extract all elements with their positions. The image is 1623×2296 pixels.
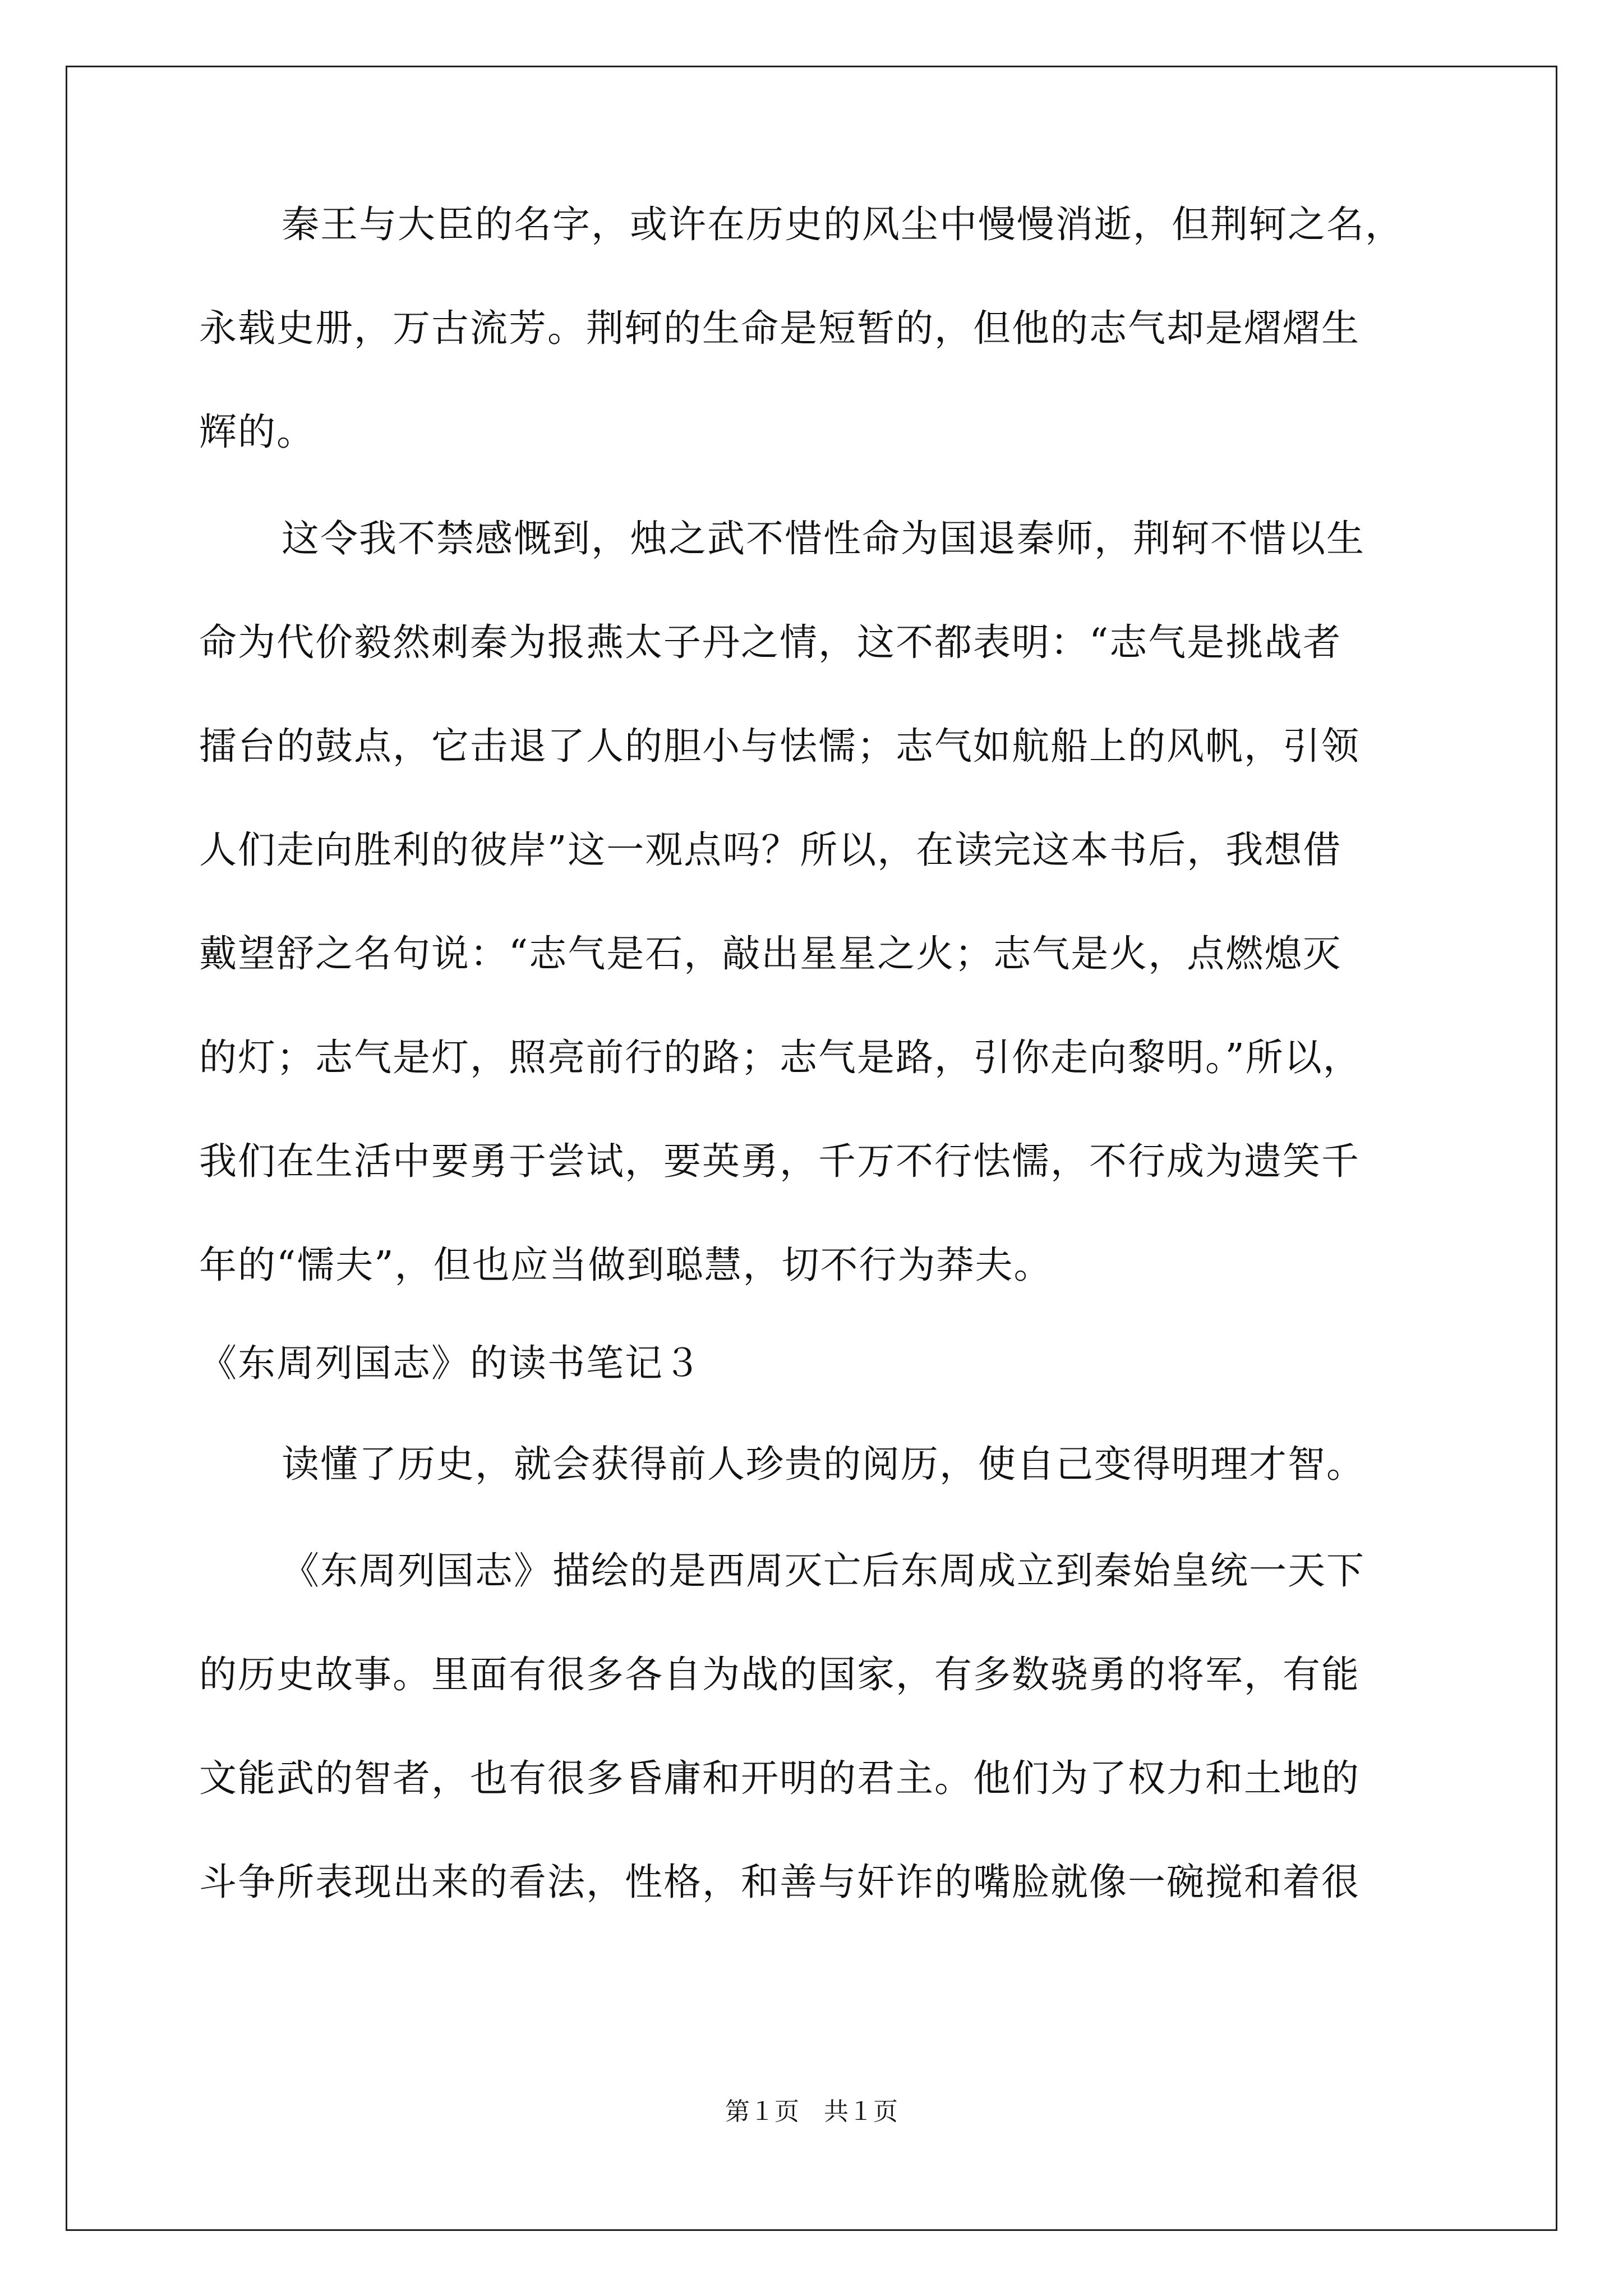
section-heading: 《东周列国志》的读书笔记３	[199, 1341, 702, 1385]
text-line: 文能武的智者，也有很多昏庸和开明的君主。他们为了权力和土地的	[199, 1756, 1360, 1800]
text-line: 戴望舒之名句说：“志气是石，敲出星星之火；志气是火，点燃熄灭	[199, 932, 1342, 976]
text-line: 《东周列国志》描绘的是西周灭亡后东周成立到秦始皇统一天下	[282, 1549, 1365, 1593]
text-line: 辉的。	[199, 410, 315, 454]
text-line: 命为代价毅然刺秦为报燕太子丹之情，这不都表明：“志气是挑战者	[199, 620, 1342, 664]
text-line: 的历史故事。里面有很多各自为战的国家，有多数骁勇的将军，有能	[199, 1653, 1360, 1696]
text-line: 这令我不禁感慨到，烛之武不惜性命为国退秦师，荆轲不惜以生	[282, 517, 1365, 560]
text-line: 人们走向胜利的彼岸”这一观点吗？所以，在读完这本书后，我想借	[199, 828, 1342, 872]
text-line: 擂台的鼓点，它击退了人的胆小与怯懦；志气如航船上的风帆，引领	[199, 724, 1360, 768]
text-line: 秦王与大臣的名字，或许在历史的风尘中慢慢消逝，但荆轲之名，	[282, 203, 1404, 246]
text-line: 永载史册，万古流芳。荆轲的生命是短暂的，但他的志气却是熠熠生	[199, 306, 1360, 350]
text-line: 的灯；志气是灯，照亮前行的路；志气是路，引你走向黎明。”所以，	[199, 1036, 1362, 1079]
page-footer: 第１页 共１页	[725, 2097, 898, 2126]
text-line: 读懂了历史，就会获得前人珍贵的阅历，使自己变得明理才智。	[282, 1442, 1365, 1486]
text-line: 斗争所表现出来的看法，性格，和善与奸诈的嘴脸就像一碗搅和着很	[199, 1860, 1360, 1904]
text-line: 年的“懦夫”，但也应当做到聪慧，切不行为莽夫。	[199, 1243, 1053, 1287]
text-line: 我们在生活中要勇于尝试，要英勇，千万不行怯懦，不行成为遗笑千	[199, 1139, 1360, 1183]
